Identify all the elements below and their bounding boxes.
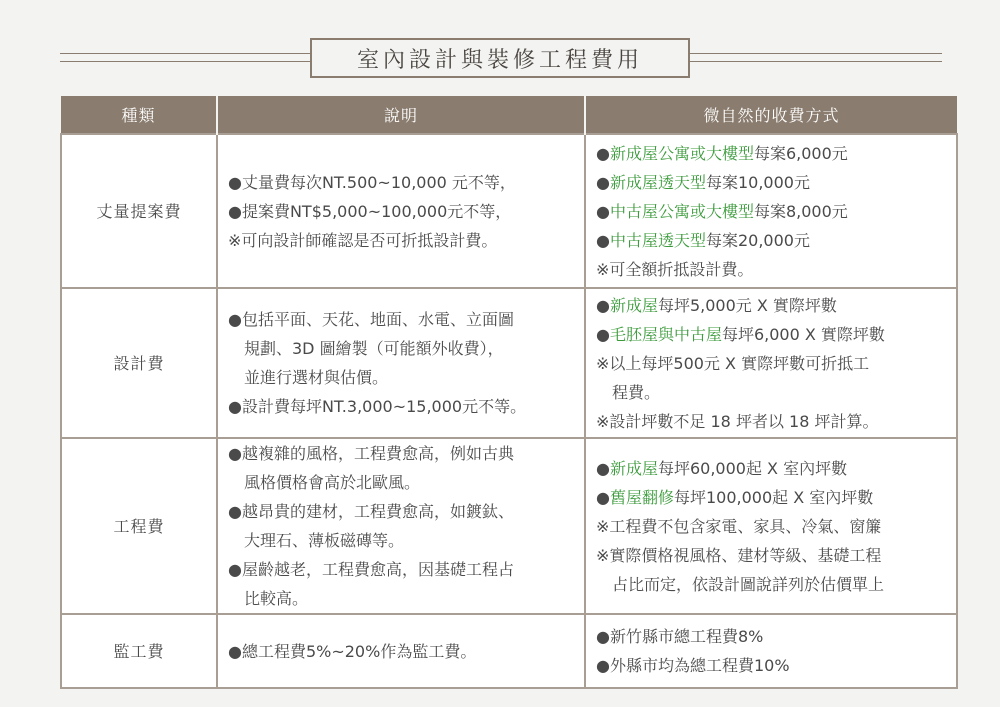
description-line: ●包括平面、天花、地面、水電、立面圖 (228, 310, 514, 329)
description-line: 比較高。 (244, 589, 309, 608)
fee-line (596, 320, 950, 349)
fee-line (596, 407, 950, 436)
fee-line (596, 570, 950, 599)
title-rule-right (690, 53, 942, 62)
fee-line (596, 197, 950, 226)
category-cell: 工程費 (61, 438, 217, 614)
highlight-text: 新成屋 (609, 295, 658, 315)
table-header-row (61, 96, 957, 134)
description-cell (217, 134, 585, 288)
fee-line (596, 349, 950, 378)
category-cell: 設計費 (61, 288, 217, 438)
bullet-mark: ● (596, 458, 610, 478)
header-fee-method: 微自然的收費方式 (585, 96, 957, 134)
highlight-text: 中古屋透天型 (609, 230, 706, 250)
category-cell: 丈量提案費 (61, 134, 217, 288)
bullet-mark: ※ (596, 259, 610, 279)
fee-line (596, 226, 950, 255)
bullet-mark: ● (596, 201, 610, 221)
fee-line (596, 622, 950, 651)
bullet-mark: ● (596, 230, 610, 250)
fee-cell (585, 438, 957, 614)
fee-line (596, 651, 950, 680)
fee-text: 每坪60,000起 X 室內坪數 (657, 458, 848, 478)
description-line: ●屋齡越老，工程費愈高，因基礎工程占 (228, 560, 514, 579)
highlight-text: 中古屋公寓或大樓型 (609, 201, 754, 221)
table-row (61, 134, 957, 288)
description-line: 規劃、3D 圖繪製（可能額外收費）， (244, 339, 504, 358)
fee-text: 以上每坪500元 X 實際坪數可折抵工 (609, 353, 870, 373)
fee-text: 工程費不包含家電、家具、冷氣、窗簾 (609, 516, 882, 536)
fee-cell (585, 614, 957, 688)
bullet-mark: ● (596, 627, 610, 646)
bullet-mark: ● (596, 295, 610, 315)
bullet-mark: ※ (596, 516, 610, 536)
fee-text: 占比而定，依設計圖說詳列於估價單上 (612, 574, 885, 594)
description-line: 並進行選材與估價。 (244, 368, 389, 387)
fee-text: 每案10,000元 (705, 172, 810, 192)
fee-text: 設計坪數不足 18 坪者以 18 坪計算。 (609, 411, 879, 431)
fee-text: 每案6,000元 (753, 143, 848, 163)
bullet-mark: ※ (596, 545, 610, 565)
description-cell (217, 438, 585, 614)
description-line: ●總工程費5%~20%作為監工費。 (228, 641, 477, 661)
page-title: 室內設計與裝修工程費用 (310, 38, 690, 78)
fee-cell (585, 134, 957, 288)
bullet-mark: ● (596, 143, 610, 163)
header-category: 種類 (61, 96, 217, 134)
fee-line (596, 255, 950, 284)
fee-cell (585, 288, 957, 438)
category-cell: 監工費 (61, 614, 217, 688)
bullet-mark: ● (596, 172, 610, 192)
fee-text: 外縣市均為總工程費10% (609, 656, 790, 675)
bullet-mark: ※ (596, 411, 610, 431)
fee-text: 實際價格視風格、建材等級、基礎工程 (609, 545, 882, 565)
fee-text: 新竹縣市總工程費8% (609, 627, 764, 646)
description-line: ●丈量費每次NT.500~10,000 元不等， (228, 172, 516, 192)
description-line: ※可向設計師確認是否可折抵設計費。 (228, 230, 498, 250)
table-row (61, 438, 957, 614)
table-row (61, 288, 957, 438)
fee-line (596, 541, 950, 570)
description-line: ●設計費每坪NT.3,000~15,000元不等。 (228, 397, 527, 416)
bullet-mark: ● (596, 656, 610, 675)
fee-text: 每案20,000元 (705, 230, 810, 250)
fee-line (596, 483, 950, 512)
fee-text: 每坪100,000起 X 室內坪數 (673, 487, 874, 507)
fee-text: 每案8,000元 (753, 201, 848, 221)
description-cell (217, 288, 585, 438)
fee-text: 每坪5,000元 X 實際坪數 (657, 295, 837, 315)
bullet-mark: ● (596, 324, 610, 344)
fee-table (60, 96, 958, 689)
highlight-text: 新成屋透天型 (609, 172, 706, 192)
title-rule-left (60, 53, 310, 62)
fee-line (596, 454, 950, 483)
fee-line (596, 291, 950, 320)
fee-text: 每坪6,000 X 實際坪數 (721, 324, 885, 344)
highlight-text: 新成屋 (609, 458, 658, 478)
fee-line (596, 139, 950, 168)
description-line: ●越複雜的風格，工程費愈高，例如古典 (228, 444, 514, 463)
description-cell (217, 614, 585, 688)
fee-line (596, 512, 950, 541)
highlight-text: 新成屋公寓或大樓型 (609, 143, 754, 163)
highlight-text: 毛胚屋與中古屋 (609, 324, 722, 344)
description-line: ●提案費NT$5,000~100,000元不等， (228, 201, 512, 221)
table-row (61, 614, 957, 688)
bullet-mark: ※ (596, 353, 610, 373)
description-line: 大理石、薄板磁磚等。 (244, 531, 405, 550)
fee-text: 程費。 (612, 382, 661, 402)
fee-line (596, 378, 950, 407)
bullet-mark: ● (596, 487, 610, 507)
header-description: 說明 (217, 96, 585, 134)
title-area (0, 38, 1000, 80)
fee-line (596, 168, 950, 197)
highlight-text: 舊屋翻修 (609, 487, 674, 507)
description-line: ●越昂貴的建材，工程費愈高，如鍍鈦、 (228, 502, 514, 521)
description-line: 風格價格會高於北歐風。 (244, 473, 421, 492)
fee-text: 可全額折抵設計費。 (609, 259, 754, 279)
